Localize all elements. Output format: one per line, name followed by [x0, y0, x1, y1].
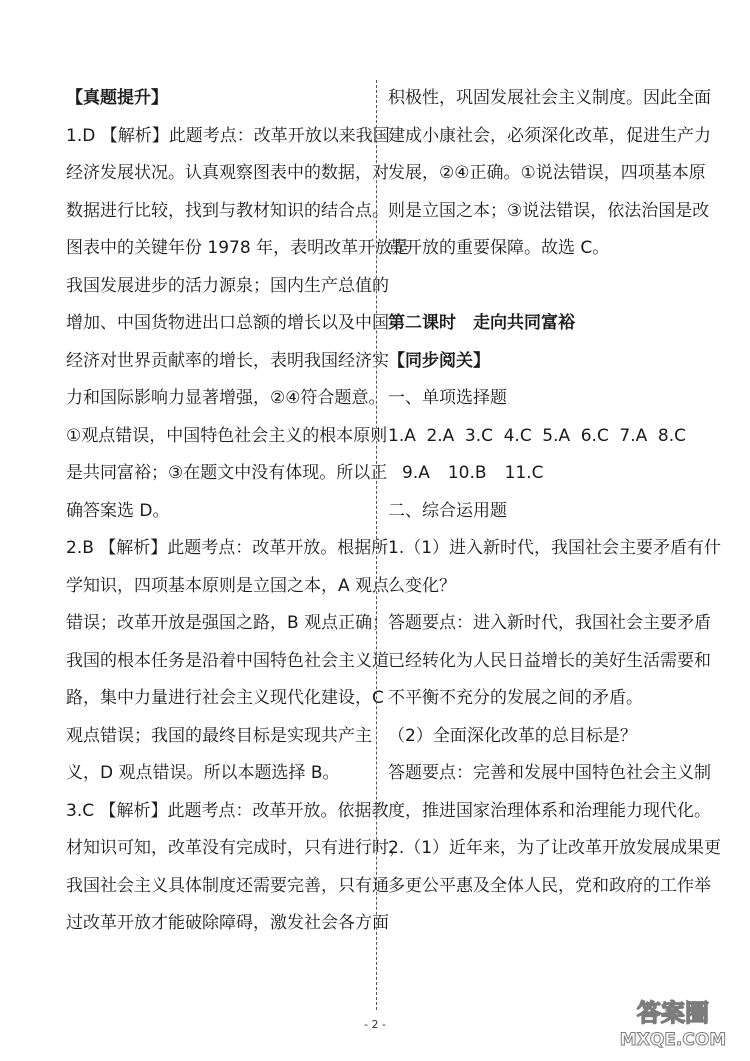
answer-item: 6.C [580, 425, 609, 446]
text-line: 3.C 【解析】此题考点：改革开放。依据教 [66, 800, 389, 821]
text-line: 积极性，巩固发展社会主义制度。因此全面 [388, 88, 711, 108]
part-title: 一、单项选择题 [388, 388, 507, 408]
lesson-title: 第二课时 走向共同富裕 [388, 313, 575, 333]
answer-item: 11.C [504, 463, 544, 483]
text-line: 2.（1）近年来，为了让改革开放发展成果更 [388, 838, 722, 858]
text-line: 材知识可知，改革没有完成时，只有进行时， [66, 838, 406, 858]
text-line: 革开放的重要保障。故选 C。 [388, 238, 610, 258]
text-line: 我国发展进步的活力源泉；国内生产总值的 [66, 275, 389, 296]
answer-item: 1.A [388, 425, 416, 446]
answer-item: 8.C [657, 425, 686, 446]
blank-space [388, 268, 688, 306]
text-line: 度，推进国家治理体系和治理能力现代化。 [388, 800, 711, 821]
text-line: 图表中的关键年份 1978 年，表明改革开放是 [66, 238, 410, 258]
text-line: 多更公平惠及全体人民，党和政府的工作举 [388, 875, 711, 896]
text-line: 我国的根本任务是沿着中国特色社会主义道 [66, 650, 389, 671]
answer-item: 10.B [447, 463, 487, 483]
right-column [388, 80, 722, 905]
text-line: 经济对世界贡献率的增长，表明我国经济实 [66, 350, 389, 371]
text-line: 观点错误；我国的最终目标是实现共产主 [66, 725, 372, 746]
text-line: 2.B 【解析】此题考点：改革开放。根据所 [66, 538, 389, 558]
text-line: 义，D 观点错误。所以本题选择 B。 [66, 763, 340, 783]
text-line: 是共同富裕；③在题文中没有体现。所以正 [66, 463, 388, 483]
answer-item: 9.A [402, 463, 430, 483]
text-line: 则是立国之本；③说法错误，依法治国是改 [388, 200, 710, 221]
section-title: 【真题提升】 [66, 88, 168, 108]
text-line: 路，集中力量进行社会主义现代化建设，C [66, 688, 384, 708]
watermark-logo-icon [608, 993, 738, 1051]
text-line: 答题要点：进入新时代，我国社会主要矛盾 [388, 613, 711, 633]
text-line: 错误；改革开放是强国之路，B 观点正确； [66, 613, 390, 633]
answer-item: 7.A [619, 425, 648, 446]
text-line: 建成小康社会，必须深化改革，促进生产力 [388, 125, 711, 146]
answer-item: 2.A [426, 425, 455, 446]
text-line: （2）全面深化改革的总目标是？ [388, 725, 637, 746]
text-line: 数据进行比较，找到与教材知识的结合点。 [66, 200, 389, 221]
text-line: 发展，②④正确。①说法错误，四项基本原 [388, 163, 706, 183]
answer-item: 3.C [464, 425, 493, 446]
text-line: 答题要点：完善和发展中国特色社会主义制 [388, 763, 711, 783]
answer-row [388, 418, 686, 456]
text-line: 我国社会主义具体制度还需要完善，只有通 [66, 875, 389, 896]
part-title: 二、综合运用题 [388, 500, 507, 521]
answer-item: 4.C [503, 425, 532, 446]
column-divider [376, 80, 377, 1010]
text-line: 1.（1）进入新时代，我国社会主要矛盾有什 [388, 538, 722, 558]
page-number: - 2 - [364, 1018, 386, 1031]
text-line: 经济发展状况。认真观察图表中的数据，对 [66, 163, 389, 183]
text-line: 已经转化为人民日益增长的美好生活需要和 [388, 650, 711, 671]
text-line: 学知识，四项基本原则是立国之本，A 观点 [66, 575, 390, 596]
text-line: 么变化？ [388, 575, 456, 596]
text-line: 增加、中国货物进出口总额的增长以及中国 [66, 313, 389, 333]
text-line: 力和国际影响力显著增强，②④符合题意。 [66, 388, 386, 408]
text-line: ①观点错误，中国特色社会主义的根本原则 [66, 425, 388, 446]
text-line: 过改革开放才能破除障碍，激发社会各方面 [66, 913, 389, 933]
watermark-text: 答案圈 [637, 999, 709, 1027]
watermark-domain: MXQE.COM [619, 1030, 727, 1050]
answer-item: 5.A [542, 425, 571, 446]
answer-row [388, 455, 688, 493]
text-line: 1.D 【解析】此题考点：改革开放以来我国 [66, 125, 390, 146]
sync-section-title: 【同步阅关】 [388, 350, 490, 371]
text-line: 不平衡不充分的发展之间的矛盾。 [388, 688, 643, 708]
text-line: 确答案选 D。 [66, 500, 170, 521]
